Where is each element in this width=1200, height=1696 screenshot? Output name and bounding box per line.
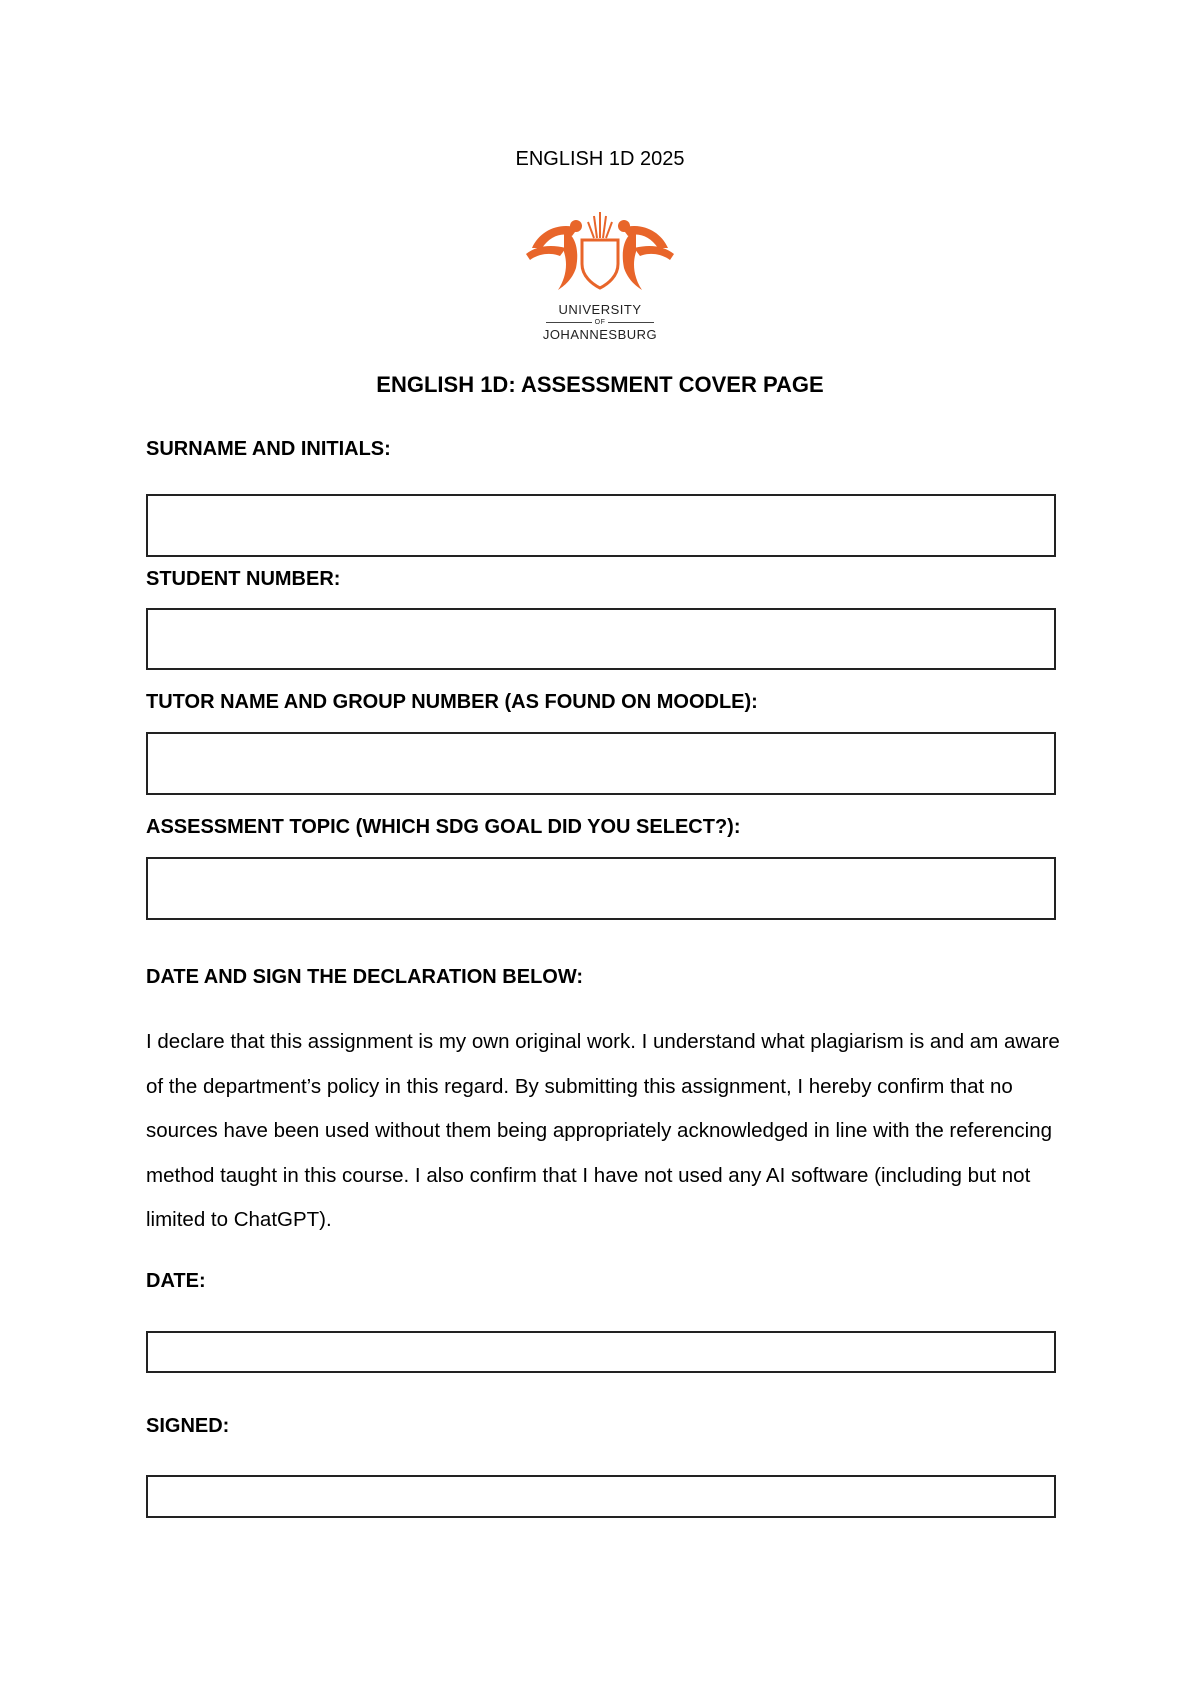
student-number-field[interactable] <box>146 608 1056 670</box>
course-year-heading: ENGLISH 1D 2025 <box>515 148 685 170</box>
topic-field[interactable] <box>146 857 1056 920</box>
logo-rule-right <box>608 322 654 323</box>
signed-label: SIGNED: <box>146 1415 230 1437</box>
logo-text-university: UNIVERSITY <box>558 302 642 317</box>
university-logo <box>520 208 680 348</box>
logo-text-of: OF <box>594 319 606 326</box>
tutor-label: TUTOR NAME AND GROUP NUMBER (AS FOUND ON MOODLE): <box>146 691 758 713</box>
signature-field[interactable] <box>146 1475 1056 1518</box>
university-crest-icon <box>520 208 680 296</box>
surname-label: SURNAME AND INITIALS: <box>146 438 391 460</box>
date-label: DATE: <box>146 1270 206 1292</box>
tutor-field[interactable] <box>146 732 1056 795</box>
declaration-text: I declare that this assignment is my own original work. I understand what plagiarism is and am aware of the department’s policy in this regard. By submitting this assignment, I hereby confirm that no sources have been used without them being appropriately acknowledged in line with the referencing method taught in this course. I also confirm that I have not used any AI software (including but not limited to ChatGPT). <box>146 1030 1060 1231</box>
declaration-heading: DATE AND SIGN THE DECLARATION BELOW: <box>146 966 584 988</box>
topic-label: ASSESSMENT TOPIC (WHICH SDG GOAL DID YOU SELECT?): <box>146 816 741 838</box>
page-title: ENGLISH 1D: ASSESSMENT COVER PAGE <box>376 372 824 397</box>
date-field[interactable] <box>146 1331 1056 1373</box>
surname-field[interactable] <box>146 494 1056 557</box>
student-number-label: STUDENT NUMBER: <box>146 568 341 590</box>
logo-text-johannesburg: JOHANNESBURG <box>542 327 658 342</box>
